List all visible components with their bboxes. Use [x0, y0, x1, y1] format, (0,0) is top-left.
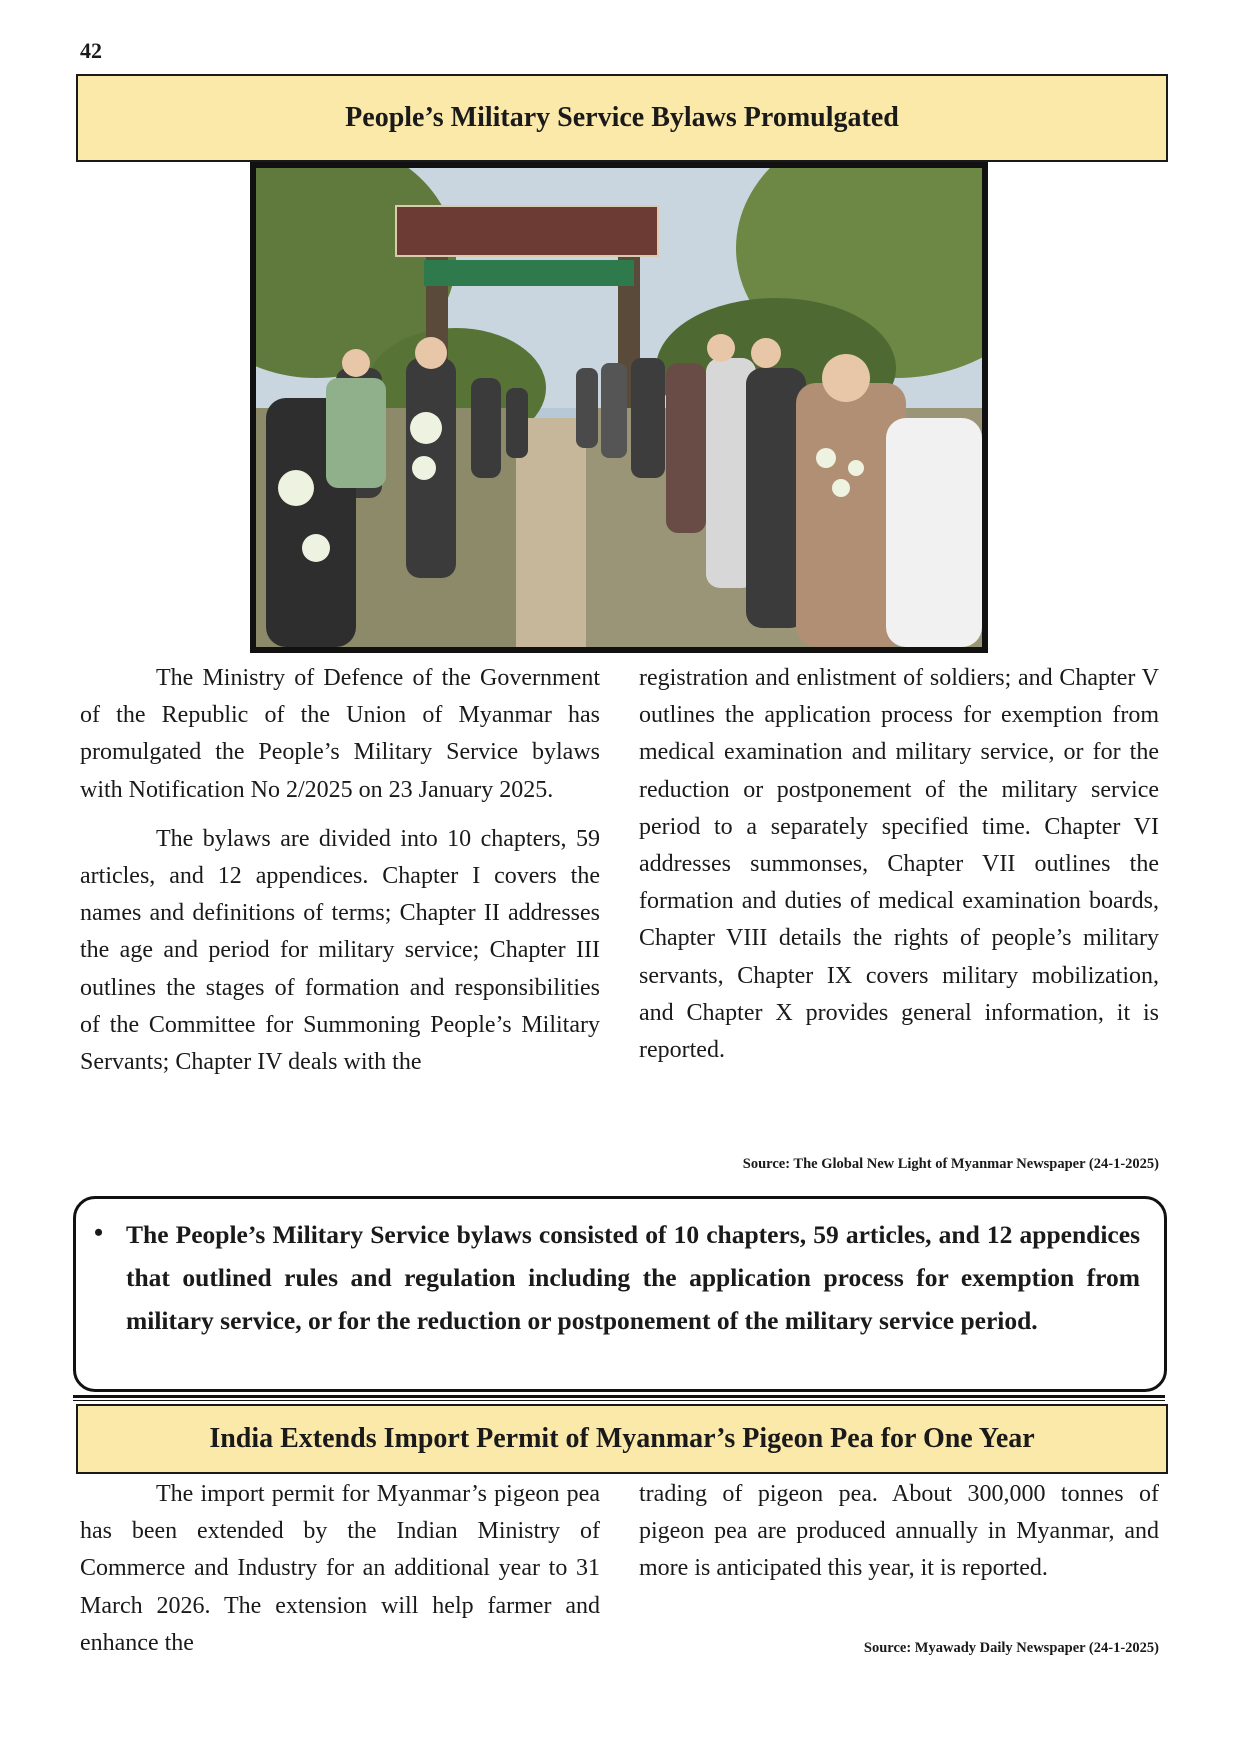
article1-source: Source: The Global New Light of Myanmar Newspaper (24-1-2025) [742, 1156, 1159, 1172]
article2-column-left [80, 1476, 600, 1662]
section-divider-thin [73, 1400, 1165, 1401]
article2-paragraph-1: The import permit for Myanmar’s pigeon pea has been extended by the Indian Ministry of Commerce and Industry for an additional year to 31 March 2026. The extension will help farmer and enhance the [80, 1481, 600, 1656]
article2-source: Source: Myawady Daily Newspaper (24-1-2025) [863, 1640, 1159, 1656]
article1-column-right [639, 660, 1159, 1069]
article-title-military-bylaws: People’s Military Service Bylaws Promulgated [76, 74, 1168, 162]
article1-paragraph-1: The Ministry of Defence of the Government of the Republic of the Union of Myanmar has promulgated the People’s Military Service bylaws with Notification No 2/2025 on 23 January 2025. [80, 665, 600, 803]
bullet-icon: • [94, 1218, 104, 1247]
section-divider [73, 1395, 1165, 1398]
article1-paragraph-2: The bylaws are divided into 10 chapters, 59 articles, and 12 appendices. Chapter I covers the names and definitions of terms; Chapter II addresses the age and period for military service; Chapter III outlines the stages of formation and responsibilities of the Committee for Summoning People’s Military Servants; Chapter IV deals with the [80, 825, 600, 1076]
article2-column-right [639, 1476, 1159, 1588]
article-title-pigeon-pea: India Extends Import Permit of Myanmar’s Pigeon Pea for One Year [76, 1404, 1168, 1474]
summary-callout [73, 1196, 1167, 1392]
article1-paragraph-3: registration and enlistment of soldiers; and Chapter V outlines the application process for exemption from medical examination and military service, or for the reduction or postponement of the military service period to a separately specified time. Chapter VI addresses summonses, Chapter VII outlines the formation and duties of medical examination boards, Chapter VIII details the rights of people’s military servants, Chapter IX covers military mobilization, and Chapter X provides general information, it is reported. [639, 665, 1159, 1064]
article1-column-left [80, 660, 600, 1081]
article2-paragraph-2: trading of pigeon pea. About 300,000 tonnes of pigeon pea are produced annually in Myanmar, and more is anticipated this year, it is reported. [639, 1481, 1159, 1582]
photo-of-recruits-gateway-icon [256, 168, 982, 647]
page-number: 42 [80, 38, 102, 63]
callout-text: The People’s Military Service bylaws consisted of 10 chapters, 59 articles, and 12 appendices that outlined rules and regulation including the application process for exemption from military service, or for the reduction or postponement of the military service period. [126, 1220, 1140, 1335]
article-photo [250, 162, 988, 653]
